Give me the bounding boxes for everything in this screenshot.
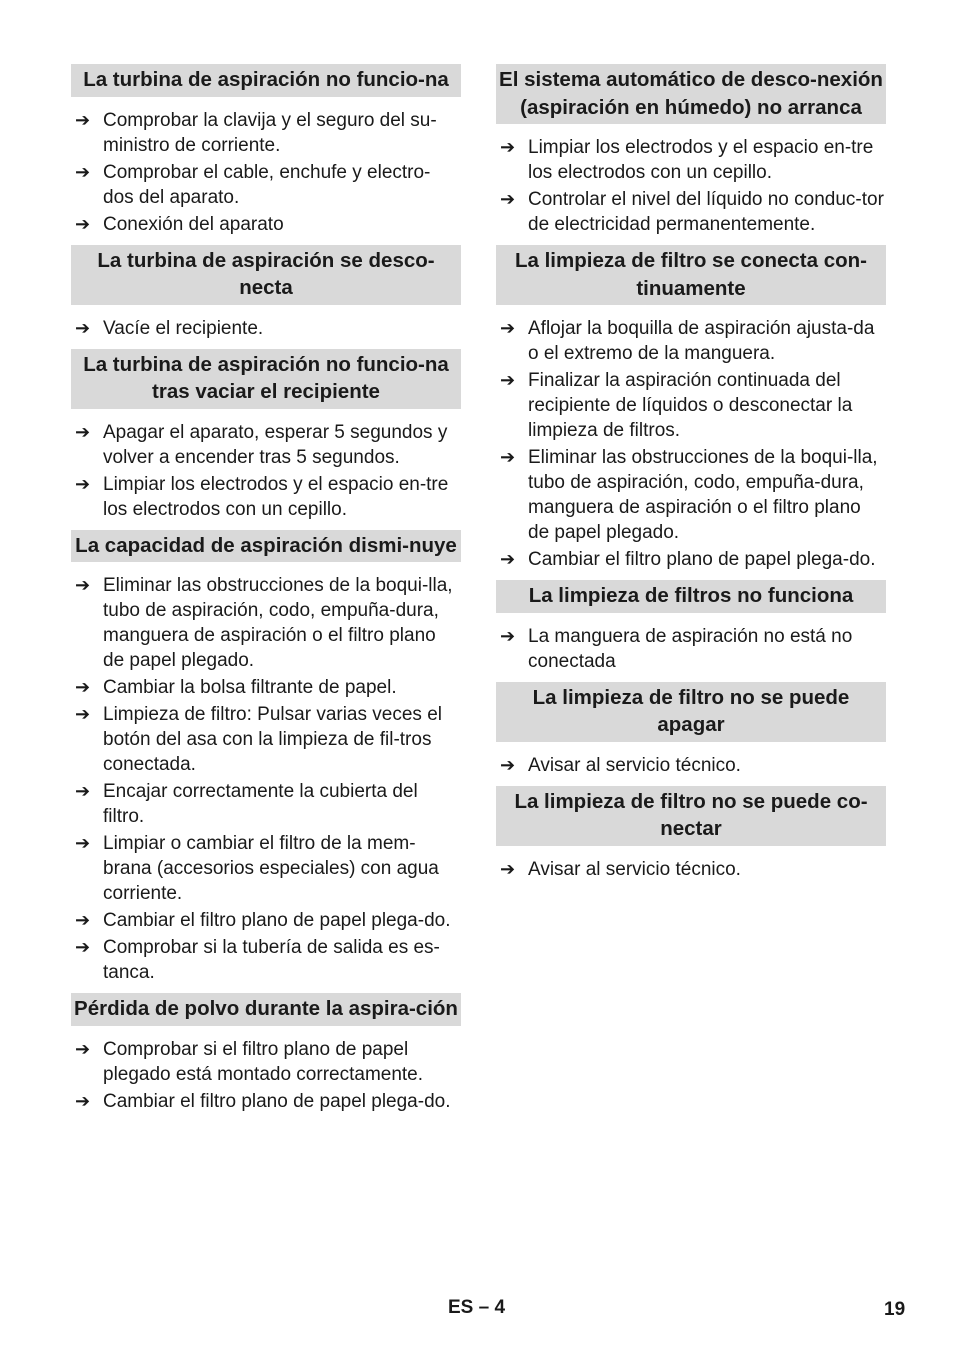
section-heading: La turbina de aspiración se desco-necta: [71, 245, 461, 305]
arrow-right-icon: ➔: [75, 910, 91, 930]
list-item: [496, 316, 886, 366]
list-item: [71, 212, 461, 237]
section-heading: Pérdida de polvo durante la aspira-ción: [71, 993, 461, 1026]
list-item: [71, 1037, 461, 1087]
arrow-right-icon: ➔: [75, 1090, 91, 1111]
list-item: [71, 108, 461, 158]
list-item: [71, 1089, 461, 1114]
list-item-text: Cambiar la bolsa filtrante de papel.: [103, 677, 397, 698]
remedy-list: [71, 420, 461, 522]
list-item-text: Eliminar las obstrucciones de la boqui-lla, tubo de aspiración, codo, empuña-dura, manguera de aspiración o el filtro plano de papel plegado.: [528, 447, 878, 543]
arrow-right-icon: ➔: [75, 781, 91, 801]
remedy-list: [496, 753, 886, 778]
right-column: [496, 64, 886, 890]
arrow-right-icon: ➔: [500, 318, 516, 338]
troubleshooting-section: [71, 530, 461, 986]
list-item: [496, 135, 886, 185]
arrow-right-icon: ➔: [500, 370, 516, 390]
list-item: [496, 857, 886, 882]
remedy-list: [496, 624, 886, 674]
list-item: [71, 472, 461, 522]
list-item-text: Comprobar si la tubería de salida es es-tanca.: [103, 937, 440, 983]
arrow-right-icon: ➔: [75, 421, 91, 442]
list-item-text: Eliminar las obstrucciones de la boqui-lla, tubo de aspiración, codo, empuña-dura, manguera de aspiración o el filtro plano de papel plegado.: [103, 575, 453, 671]
arrow-right-icon: ➔: [75, 704, 91, 724]
troubleshooting-section: [496, 580, 886, 674]
arrow-right-icon: ➔: [500, 625, 516, 646]
troubleshooting-section: [71, 245, 461, 341]
arrow-right-icon: ➔: [75, 109, 91, 130]
section-heading: La limpieza de filtro no se puede co-nectar: [496, 786, 886, 846]
troubleshooting-section: [496, 245, 886, 572]
arrow-right-icon: ➔: [75, 677, 91, 697]
troubleshooting-section: [496, 64, 886, 237]
arrow-right-icon: ➔: [500, 858, 516, 879]
section-heading: La capacidad de aspiración dismi-nuye: [71, 530, 461, 563]
list-item: [496, 445, 886, 545]
arrow-right-icon: ➔: [75, 575, 91, 595]
list-item: [71, 779, 461, 829]
remedy-list: [71, 108, 461, 237]
arrow-right-icon: ➔: [75, 213, 91, 234]
arrow-right-icon: ➔: [75, 937, 91, 957]
list-item-text: Comprobar si el filtro plano de papel plegado está montado correctamente.: [103, 1038, 424, 1085]
remedy-list: [496, 135, 886, 237]
troubleshooting-section: [71, 349, 461, 522]
list-item-text: Controlar el nivel del líquido no conduc-tor de electricidad permanentemente.: [528, 189, 884, 235]
page-number: 19: [884, 1299, 906, 1320]
list-item: [71, 420, 461, 470]
list-item: [496, 624, 886, 674]
list-item-text: Vacíe el recipiente.: [103, 317, 264, 339]
arrow-right-icon: ➔: [500, 189, 516, 209]
list-item: [496, 547, 886, 572]
arrow-right-icon: ➔: [500, 549, 516, 569]
list-item: [71, 702, 461, 777]
list-item: [71, 675, 461, 700]
troubleshooting-section: [496, 682, 886, 778]
section-heading: La limpieza de filtro no se puede apagar: [496, 682, 886, 742]
list-item: [71, 908, 461, 933]
arrow-right-icon: ➔: [75, 317, 91, 338]
troubleshooting-section: [71, 993, 461, 1114]
list-item-text: Comprobar el cable, enchufe y electro-dos del aparato.: [103, 161, 431, 208]
list-item-text: Avisar al servicio técnico.: [528, 858, 741, 880]
arrow-right-icon: ➔: [75, 1038, 91, 1059]
remedy-list: [496, 857, 886, 882]
section-heading: El sistema automático de desco-nexión (aspiración en húmedo) no arranca: [496, 64, 886, 124]
list-item-text: Limpieza de filtro: Pulsar varias veces el botón del asa con la limpieza de fil-tros conectada.: [103, 704, 442, 775]
left-column: [71, 64, 461, 1122]
remedy-list: [71, 316, 461, 341]
list-item: [496, 187, 886, 237]
list-item: [71, 935, 461, 985]
arrow-right-icon: ➔: [500, 137, 516, 157]
arrow-right-icon: ➔: [75, 161, 91, 182]
list-item-text: Aflojar la boquilla de aspiración ajusta-da o el extremo de la manguera.: [528, 318, 875, 364]
list-item: [496, 368, 886, 443]
section-heading: La turbina de aspiración no funcio-na tras vaciar el recipiente: [71, 349, 461, 409]
list-item-text: Cambiar el filtro plano de papel plega-do.: [103, 910, 451, 931]
list-item-text: Comprobar la clavija y el seguro del su-ministro de corriente.: [103, 109, 437, 156]
list-item-text: Apagar el aparato, esperar 5 segundos y volver a encender tras 5 segundos.: [103, 421, 448, 468]
arrow-right-icon: ➔: [75, 473, 91, 494]
list-item-text: Cambiar el filtro plano de papel plega-do.: [528, 549, 876, 570]
list-item: [71, 831, 461, 906]
footer-language-label: ES – 4: [448, 1297, 506, 1318]
list-item: [71, 573, 461, 673]
list-item: [71, 160, 461, 210]
troubleshooting-section: [496, 786, 886, 882]
list-item-text: Encajar correctamente la cubierta del filtro.: [103, 781, 418, 827]
arrow-right-icon: ➔: [500, 754, 516, 775]
list-item-text: Conexión del aparato: [103, 213, 284, 235]
list-item-text: Cambiar el filtro plano de papel plega-do.: [103, 1090, 451, 1112]
list-item-text: Limpiar los electrodos y el espacio en-tre los electrodos con un cepillo.: [528, 137, 874, 183]
remedy-list: [496, 316, 886, 572]
list-item-text: La manguera de aspiración no está no conectada: [528, 625, 853, 672]
list-item-text: Finalizar la aspiración continuada del recipiente de líquidos o desconectar la limpieza de filtros.: [528, 370, 853, 441]
troubleshooting-section: [71, 64, 461, 237]
remedy-list: [71, 1037, 461, 1114]
list-item-text: Limpiar o cambiar el filtro de la mem-brana (accesorios especiales) con agua corriente.: [103, 833, 439, 904]
arrow-right-icon: ➔: [75, 833, 91, 853]
section-heading: La limpieza de filtro se conecta con-tinuamente: [496, 245, 886, 305]
list-item: [71, 316, 461, 341]
remedy-list: [71, 573, 461, 985]
list-item-text: Limpiar los electrodos y el espacio en-tre los electrodos con un cepillo.: [103, 473, 449, 520]
arrow-right-icon: ➔: [500, 447, 516, 467]
section-heading: La limpieza de filtros no funciona: [496, 580, 886, 613]
section-heading: La turbina de aspiración no funcio-na: [71, 64, 461, 97]
list-item: [496, 753, 886, 778]
list-item-text: Avisar al servicio técnico.: [528, 754, 741, 776]
